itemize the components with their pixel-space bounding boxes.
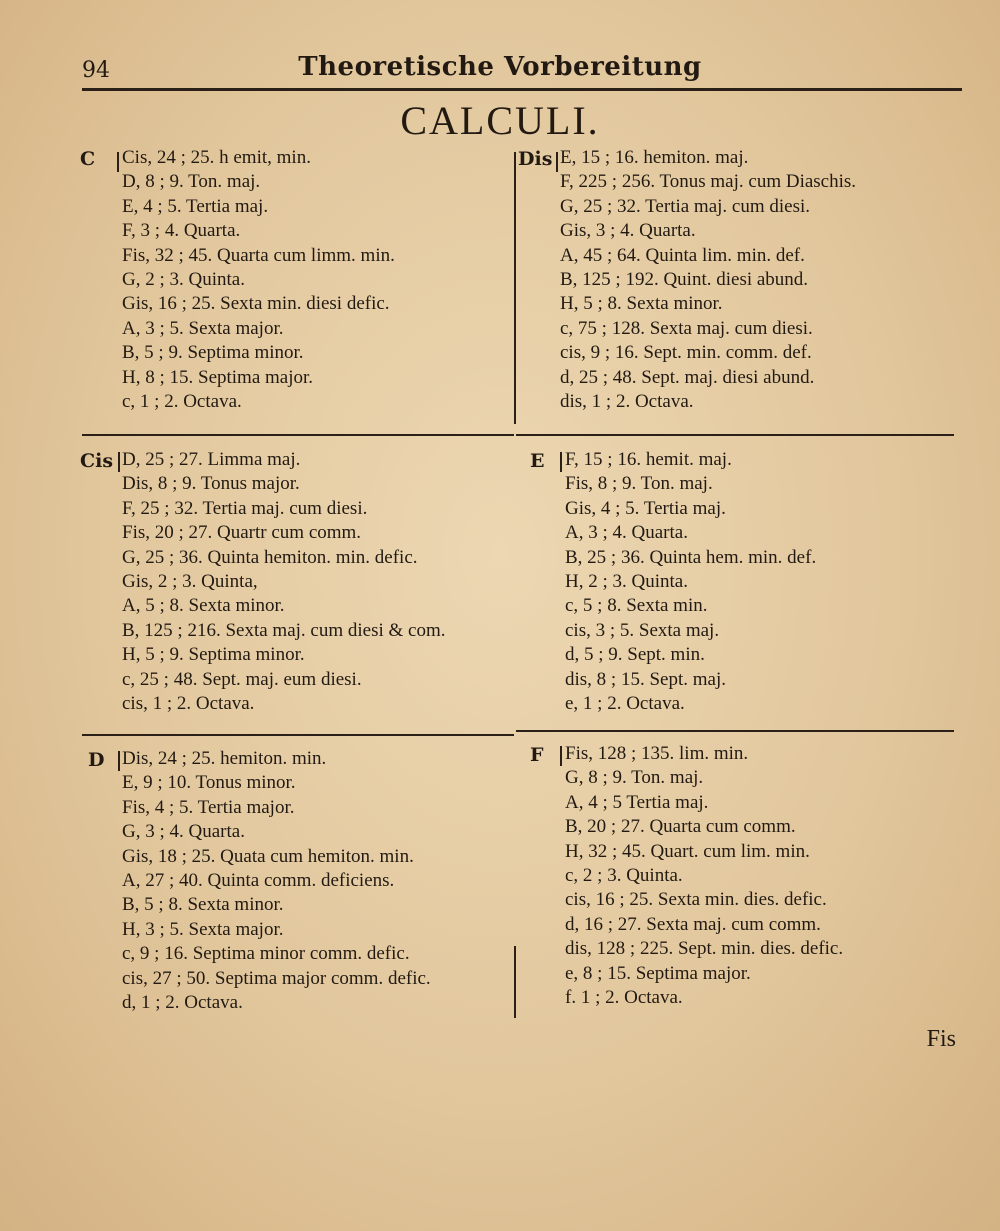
list-item: c, 5 ; 8. Sexta min. <box>565 595 708 617</box>
list-item: G, 25 ; 32. Tertia maj. cum diesi. <box>560 195 811 217</box>
list-item: dis, 8 ; 15. Sept. maj. <box>565 668 726 690</box>
list-item: d, 25 ; 48. Sept. maj. diesi abund. <box>560 366 815 388</box>
interval-list-dis <box>560 146 856 414</box>
list-item: e, 1 ; 2. Octava. <box>565 692 685 714</box>
running-head: Theoretische Vorbereitung <box>298 52 702 82</box>
block-key-f: F <box>530 744 544 766</box>
list-item: cis, 3 ; 5. Sexta maj. <box>565 619 720 641</box>
interval-list-f <box>565 742 843 1010</box>
list-item: cis, 1 ; 2. Octava. <box>122 692 255 714</box>
page-number: 94 <box>82 58 110 83</box>
interval-list-c <box>122 146 395 414</box>
list-item: cis, 16 ; 25. Sexta min. dies. defic. <box>565 889 827 911</box>
list-item: H, 3 ; 5. Sexta major. <box>122 918 284 940</box>
column-divider-top <box>514 152 516 424</box>
list-item: H, 5 ; 8. Sexta minor. <box>560 293 723 315</box>
block-key-c: C <box>80 148 96 170</box>
list-item: Fis, 4 ; 5. Tertia major. <box>122 796 295 818</box>
list-item: B, 20 ; 27. Quarta cum comm. <box>565 816 796 838</box>
interval-list-cis <box>122 448 446 716</box>
list-item: Gis, 2 ; 3. Quinta, <box>122 570 258 592</box>
list-item: cis, 27 ; 50. Septima major comm. defic. <box>122 967 431 989</box>
list-item: E, 15 ; 16. hemiton. maj. <box>560 147 749 168</box>
list-item: c, 2 ; 3. Quinta. <box>565 864 683 886</box>
list-item: B, 125 ; 216. Sexta maj. cum diesi & com. <box>122 619 446 641</box>
column-divider-bottom <box>514 946 516 1018</box>
list-item: A, 3 ; 4. Quarta. <box>565 522 688 544</box>
list-item: Gis, 3 ; 4. Quarta. <box>560 220 696 242</box>
block-rule <box>516 730 954 732</box>
list-item: F, 25 ; 32. Tertia maj. cum diesi. <box>122 497 368 519</box>
list-item: c, 75 ; 128. Sexta maj. cum diesi. <box>560 317 813 339</box>
list-item: Fis, 128 ; 135. lim. min. <box>565 743 749 764</box>
header-rule <box>82 88 962 91</box>
list-item: G, 3 ; 4. Quarta. <box>122 821 245 843</box>
list-item: Cis, 24 ; 25. h emit, min. <box>122 147 311 168</box>
list-item: d, 16 ; 27. Sexta maj. cum comm. <box>565 913 821 935</box>
list-item: H, 5 ; 9. Septima minor. <box>122 644 305 666</box>
list-item: f. 1 ; 2. Octava. <box>565 986 683 1008</box>
list-item: d, 1 ; 2. Octava. <box>122 991 243 1013</box>
list-item: E, 9 ; 10. Tonus minor. <box>122 772 296 794</box>
list-item: A, 45 ; 64. Quinta lim. min. def. <box>560 244 805 266</box>
list-item: G, 8 ; 9. Ton. maj. <box>565 767 704 789</box>
list-item: D, 25 ; 27. Limma maj. <box>122 449 301 470</box>
catchword: Fis <box>926 1026 956 1052</box>
block-key-cis: Cis <box>80 450 114 472</box>
list-item: G, 25 ; 36. Quinta hemiton. min. defic. <box>122 546 418 568</box>
list-item: Gis, 18 ; 25. Quata cum hemiton. min. <box>122 845 414 867</box>
list-item: H, 8 ; 15. Septima major. <box>122 366 314 388</box>
list-item: B, 25 ; 36. Quinta hem. min. def. <box>565 546 817 568</box>
list-item: B, 5 ; 8. Sexta minor. <box>122 894 284 916</box>
list-item: B, 5 ; 9. Septima minor. <box>122 342 304 364</box>
list-item: Gis, 4 ; 5. Tertia maj. <box>565 497 726 519</box>
list-item: F, 3 ; 4. Quarta. <box>122 220 241 242</box>
list-item: Dis, 24 ; 25. hemiton. min. <box>122 748 327 769</box>
list-item: A, 5 ; 8. Sexta minor. <box>122 595 285 617</box>
list-item: c, 1 ; 2. Octava. <box>122 390 242 412</box>
list-item: B, 125 ; 192. Quint. diesi abund. <box>560 268 809 290</box>
list-item: F, 15 ; 16. hemit. maj. <box>565 449 732 470</box>
block-key-d: D <box>88 749 105 771</box>
block-bar-d <box>118 751 120 771</box>
list-item: c, 25 ; 48. Sept. maj. eum diesi. <box>122 668 362 690</box>
interval-list-d <box>122 747 431 1015</box>
list-item: F, 225 ; 256. Tonus maj. cum Diaschis. <box>560 171 857 193</box>
section-title-text: CALCULI. <box>400 98 600 143</box>
block-bar-c <box>117 152 119 172</box>
list-item: E, 4 ; 5. Tertia maj. <box>122 195 269 217</box>
list-item: A, 4 ; 5 Tertia maj. <box>565 791 709 813</box>
list-item: Dis, 8 ; 9. Tonus major. <box>122 473 300 495</box>
block-bar-cis <box>118 452 120 472</box>
block-key-dis: Dis <box>518 148 553 170</box>
block-bar-e <box>560 452 562 472</box>
list-item: d, 5 ; 9. Sept. min. <box>565 644 705 666</box>
block-key-e: E <box>530 450 545 472</box>
interval-list-e <box>565 448 816 716</box>
block-rule <box>516 434 954 436</box>
block-bar-dis <box>556 152 558 172</box>
list-item: Fis, 20 ; 27. Quartr cum comm. <box>122 522 362 544</box>
list-item: A, 27 ; 40. Quinta comm. deficiens. <box>122 869 395 891</box>
block-bar-f <box>560 746 562 766</box>
block-rule <box>82 434 514 436</box>
list-item: dis, 1 ; 2. Octava. <box>560 390 694 412</box>
list-item: Fis, 8 ; 9. Ton. maj. <box>565 473 713 495</box>
list-item: A, 3 ; 5. Sexta major. <box>122 317 284 339</box>
list-item: G, 2 ; 3. Quinta. <box>122 268 245 290</box>
section-title <box>0 97 1000 144</box>
list-item: Fis, 32 ; 45. Quarta cum limm. min. <box>122 244 395 266</box>
list-item: dis, 128 ; 225. Sept. min. dies. defic. <box>565 938 844 960</box>
list-item: e, 8 ; 15. Septima major. <box>565 962 751 984</box>
block-rule <box>82 734 514 736</box>
list-item: H, 32 ; 45. Quart. cum lim. min. <box>565 840 810 862</box>
list-item: Gis, 16 ; 25. Sexta min. diesi defic. <box>122 293 390 315</box>
list-item: H, 2 ; 3. Quinta. <box>565 570 688 592</box>
list-item: cis, 9 ; 16. Sept. min. comm. def. <box>560 342 812 364</box>
list-item: c, 9 ; 16. Septima minor comm. defic. <box>122 943 410 965</box>
list-item: D, 8 ; 9. Ton. maj. <box>122 171 261 193</box>
